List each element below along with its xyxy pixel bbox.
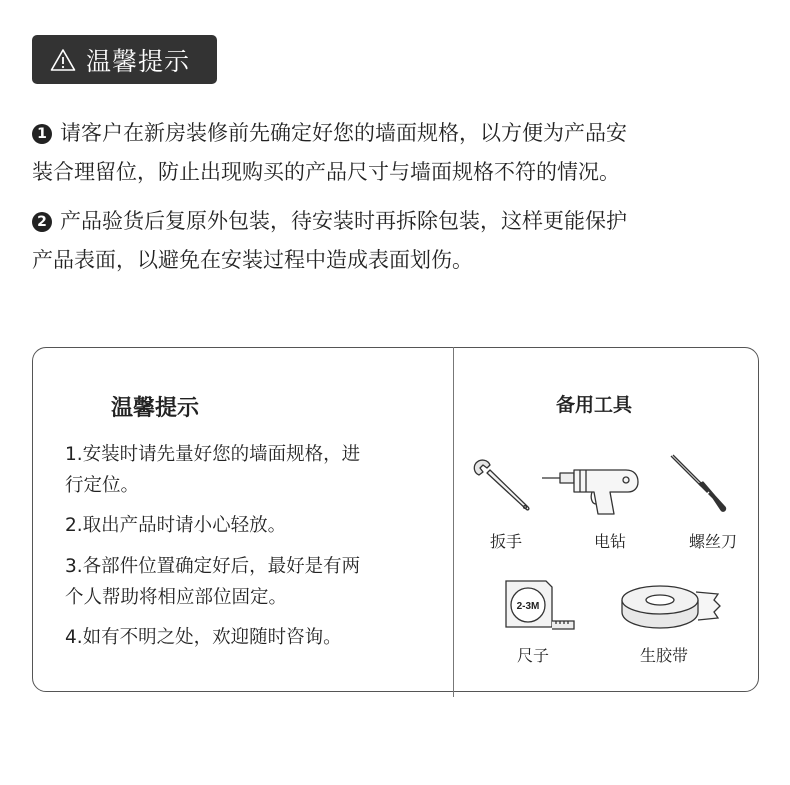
notice-text-line: 请客户在新房装修前先确定好您的墙面规格，以方便为产品安 (60, 121, 627, 145)
notice-number: 2 (32, 212, 52, 232)
tip-line: 4.如有不明之处，欢迎随时咨询。 (65, 627, 342, 648)
tip-line: 行定位。 (65, 475, 140, 496)
tool-label: 扳手 (489, 532, 522, 551)
tool-label: 生胶带 (639, 646, 688, 665)
tool-label: 尺子 (516, 646, 549, 665)
tip-line: 2.取出产品时请小心轻放。 (65, 515, 287, 536)
tip-item (65, 439, 435, 501)
drill-icon (540, 458, 646, 518)
tool-label: 电钻 (593, 532, 626, 551)
tips-title: 温馨提示 (111, 396, 200, 421)
tip-item (65, 551, 435, 613)
tools-title: 备用工具 (556, 394, 633, 416)
notice-2 (32, 202, 762, 280)
warning-icon (50, 48, 76, 72)
wrench-icon (470, 455, 534, 517)
notice-text-line: 产品验货后复原外包装，待安装时再拆除包装，这样更能保护 (60, 209, 627, 233)
notice-text-line: 产品表面，以避免在安装过程中造成表面划伤。 (32, 248, 473, 272)
box-divider (453, 347, 454, 697)
tip-line: 3.各部件位置确定好后，最好是有两 (65, 556, 361, 577)
notice-1 (32, 114, 762, 192)
tape-measure-badge: 2-3M (516, 601, 540, 612)
tool-label: 螺丝刀 (688, 532, 737, 551)
tape-roll-icon (618, 580, 730, 632)
tape-measure-icon (496, 575, 582, 635)
tip-item (65, 622, 435, 653)
tip-line: 1.安装时请先量好您的墙面规格，进 (65, 444, 361, 465)
tip-item (65, 510, 435, 541)
screwdriver-icon (665, 452, 731, 516)
banner-title: 温馨提示 (86, 46, 191, 76)
warning-banner (32, 35, 217, 84)
notice-number: 1 (32, 124, 52, 144)
notice-text-line: 装合理留位，防止出现购买的产品尺寸与墙面规格不符的情况。 (32, 160, 620, 184)
tip-line: 个人帮助将相应部位固定。 (65, 587, 288, 608)
